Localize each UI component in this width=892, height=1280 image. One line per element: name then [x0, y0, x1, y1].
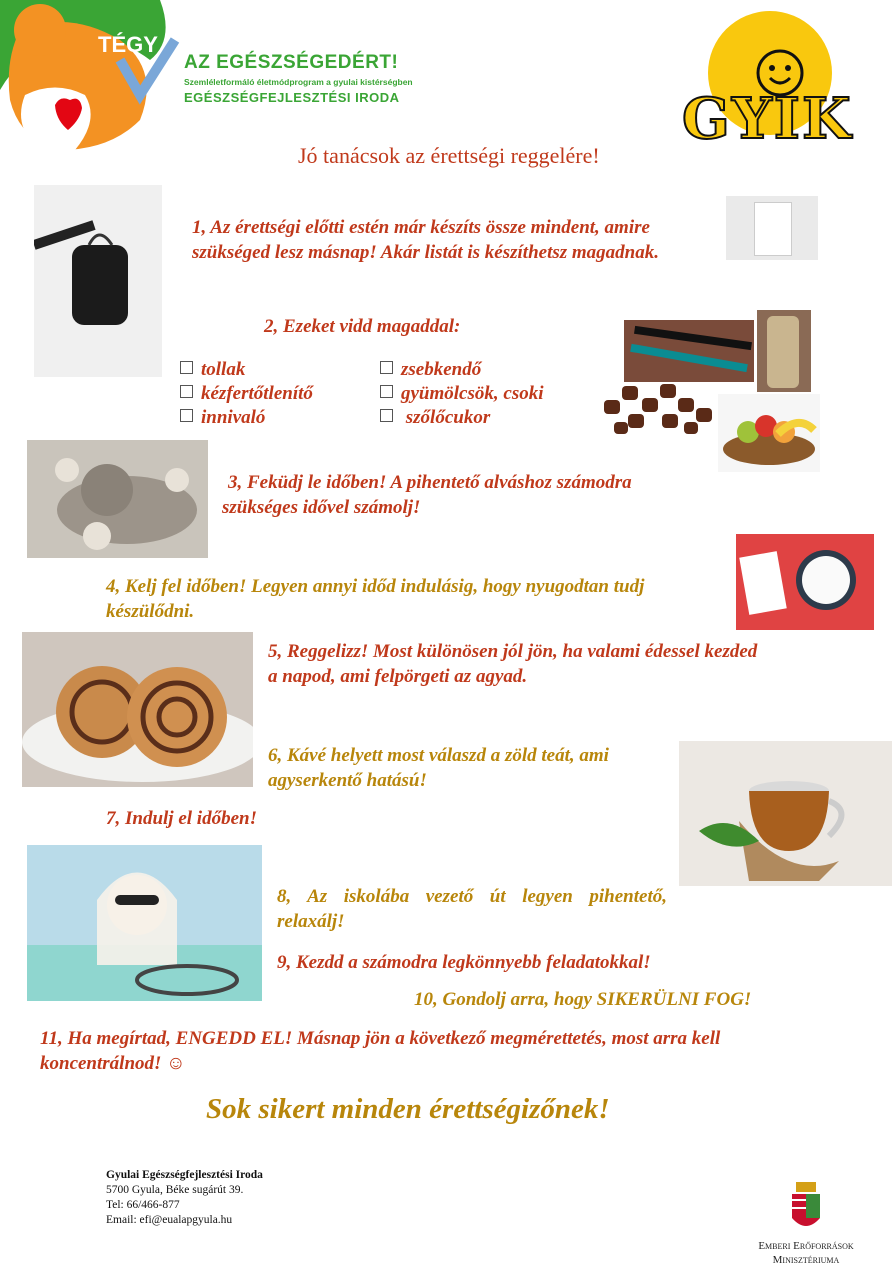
tip-9: 9, Kezdd a számodra legkönnyebb feladatokkal!: [277, 952, 651, 973]
backpack-photo: [34, 185, 162, 377]
pens-photo: [624, 320, 754, 382]
checklist-item[interactable]: tollak: [180, 358, 313, 382]
footer-org: Gyulai Egészségfejlesztési Iroda: [106, 1169, 263, 1181]
coat-of-arms-icon: [746, 1180, 866, 1238]
pastry-photo: [22, 632, 253, 787]
chocolates-photo: [600, 378, 720, 440]
kitten-photo: [27, 440, 208, 558]
checklist-item[interactable]: innivaló: [180, 406, 313, 430]
gyik-logo: [680, 8, 853, 158]
footer-contact: [106, 1168, 263, 1228]
tip-6: 6, Kávé helyett most válaszd a zöld teát, ami agyserkentő hatású!: [268, 745, 609, 791]
water-bottle-photo: [757, 310, 811, 392]
page-title: Jó tanácsok az érettségi reggelére!: [298, 143, 600, 168]
org-office: EGÉSZSÉGFEJLESZTÉSI IRODA: [184, 90, 400, 105]
checklist-item[interactable]: gyümölcsök, csoki: [380, 382, 544, 406]
checkbox-icon: [180, 385, 193, 398]
checklist-photo: [726, 196, 818, 260]
checkbox-icon: [380, 361, 393, 374]
org-subtitle: Szemléletformáló életmódprogram a gyulai kistérségben: [184, 77, 413, 87]
ministry-line1: Emberi Erőforrások: [758, 1240, 854, 1252]
tip-1: 1, Az érettségi előtti estén már készíts össze mindent, amire szükséged lesz másnap! Akár listát is készíthetsz magadnak.: [192, 217, 659, 263]
footer-address: 5700 Gyula, Béke sugárút 39.: [106, 1184, 244, 1196]
footer-tel: Tel: 66/466-877: [106, 1199, 180, 1211]
tip-2: 2, Ezeket vidd magaddal:: [264, 316, 461, 337]
ministry-line2: Minisztériuma: [772, 1254, 840, 1266]
tip-3: 3, Feküdj le időben! A pihentető alváshoz számodra szükséges idővel számolj!: [222, 472, 632, 518]
fruit-basket-photo: [718, 394, 820, 472]
tea-cup-photo: [679, 741, 892, 886]
checklist-item[interactable]: kézfertőtlenítő: [180, 382, 313, 406]
checkbox-icon: [380, 409, 393, 422]
tip-10: 10, Gondolj arra, hogy SIKERÜLNI FOG!: [414, 989, 752, 1010]
checkbox-icon: [180, 409, 193, 422]
checkbox-icon: [380, 385, 393, 398]
org-title: AZ EGÉSZSÉGEDÉRT!: [184, 52, 399, 73]
ministry-logo: [746, 1180, 866, 1270]
tip-11: 11, Ha megírtad, ENGEDD EL! Másnap jön a következő megmérettetés, most arra kell koncentrálnod! ☺: [40, 1028, 721, 1074]
checklist-right: [380, 358, 544, 430]
tip-8: 8, Az iskolába vezető út legyen pihentető, relaxálj!: [277, 886, 667, 932]
tip-4: 4, Kelj fel időben! Legyen annyi időd indulásig, hogy nyugodtan tudj készülődni.: [106, 576, 645, 622]
tegy-logo-figure: [0, 0, 180, 170]
tip-5: 5, Reggelizz! Most különösen jól jön, ha valami édessel kezded a napod, ami felpörgeti az agyad.: [268, 641, 758, 687]
tip-7: 7, Indulj el időben!: [106, 808, 257, 829]
alarm-clock-photo: [736, 534, 874, 630]
checklist-item[interactable]: szőlőcukor: [380, 406, 544, 430]
closing-message: Sok sikert minden érettségizőnek!: [206, 1093, 610, 1125]
checkbox-icon: [180, 361, 193, 374]
checklist-item[interactable]: zsebkendő: [380, 358, 544, 382]
backpack-icon: [34, 185, 162, 377]
footer-email[interactable]: Email: efi@eualapgyula.hu: [106, 1214, 233, 1226]
gyik-text: GYIK: [682, 86, 853, 152]
checklist-left: [180, 358, 313, 430]
car-woman-photo: [27, 845, 262, 1001]
tegy-label: TÉGY: [98, 32, 158, 57]
